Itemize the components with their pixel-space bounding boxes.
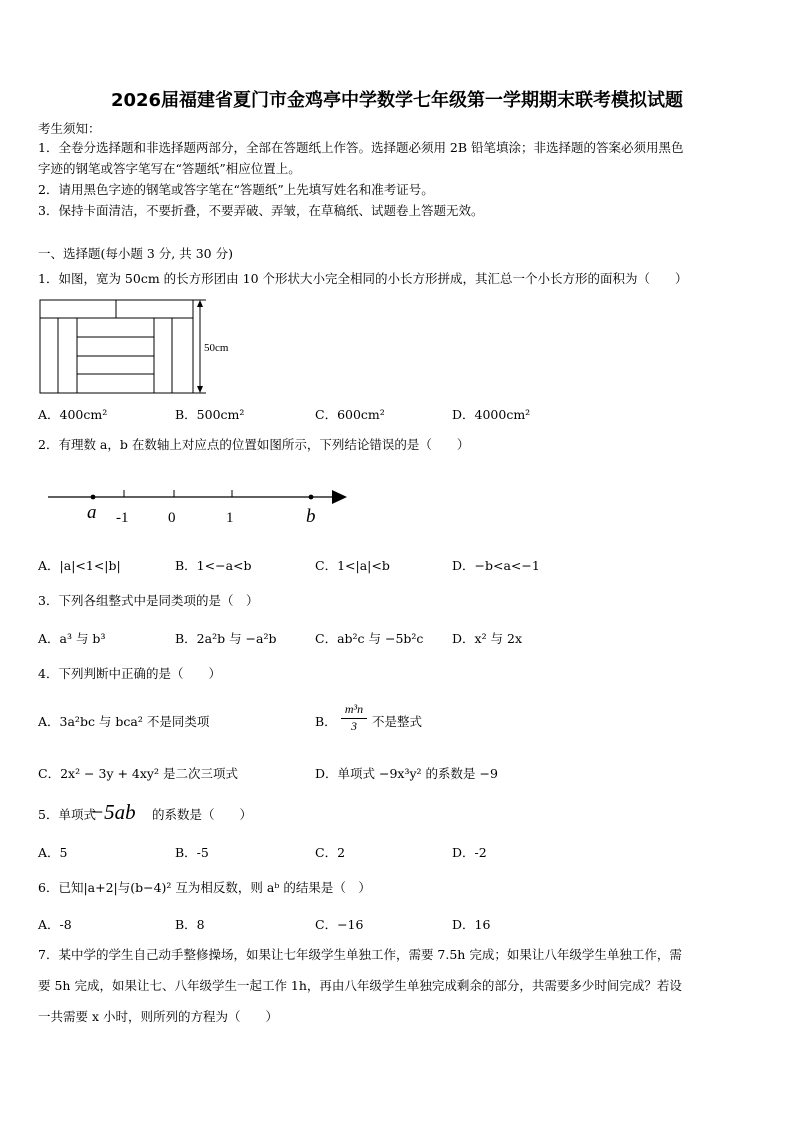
- question-5-option-d: D．-2: [452, 845, 487, 860]
- question-4-option-c: C．2x² − 3y + 4xy² 是二次三项式: [38, 766, 238, 781]
- question-4-option-b-suffix: 不是整式: [372, 714, 423, 729]
- fraction-denominator: 3: [351, 719, 357, 733]
- question-1-figure: [38, 296, 248, 396]
- question-5-option-a: A．5: [38, 845, 68, 860]
- question-4-option-b-fraction: [341, 702, 367, 734]
- question-1-option-d: D．4000cm²: [452, 407, 531, 422]
- label-b: b: [306, 506, 316, 527]
- notice-item-3: 3．保持卡面清洁，不要折叠，不要弄破、弄皱，在草稿纸、试题卷上答题无效。: [38, 203, 484, 218]
- question-2-option-b: B．1<−a<b: [175, 558, 252, 573]
- question-2-stem: 2．有理数 a，b 在数轴上对应点的位置如图所示，下列结论错误的是（ ）: [38, 437, 470, 452]
- question-6-option-b: B．8: [175, 917, 205, 932]
- notice-heading: 考生须知：: [38, 121, 101, 136]
- notice-item-2: 2．请用黑色字迹的钢笔或答字笔在“答题纸”上先填写姓名和准考证号。: [38, 182, 434, 197]
- question-3-stem: 3．下列各组整式中是同类项的是（ ）: [38, 593, 259, 608]
- question-4-option-b-prefix: B．: [315, 714, 337, 729]
- question-7-line-2: 要 5h 完成，如果让七、八年级学生一起工作 1h，再由八年级学生单独完成剩余的部分，共需要多少时间完成？若设: [38, 978, 682, 993]
- question-2-option-a: A．|a|<1<|b|: [38, 558, 121, 573]
- question-2-option-c: C．1<|a|<b: [315, 558, 390, 573]
- fraction-numerator: m³n: [341, 702, 367, 719]
- question-4-option-a: A．3a²bc 与 bca² 不是同类项: [38, 714, 210, 729]
- question-1-option-b: B．500cm²: [175, 407, 245, 422]
- point-b: [309, 495, 314, 500]
- notice-item-1-cont: 字迹的钢笔或答字笔写在“答题纸”相应位置上。: [38, 161, 301, 176]
- question-5-option-c: C．2: [315, 845, 346, 860]
- page-title: 2026届福建省夏门市金鸡亭中学数学七年级第一学期期末联考模拟试题: [110, 90, 684, 111]
- question-5-expression: −5ab: [90, 800, 136, 824]
- question-1-width-label: 50cm: [204, 342, 229, 354]
- question-3-option-a: A．a³ 与 b³: [38, 631, 106, 646]
- question-5-option-b: B．-5: [175, 845, 209, 860]
- question-4-option-d: D．单项式 −9x³y² 的系数是 −9: [315, 766, 498, 781]
- question-4-stem: 4．下列判断中正确的是（ ）: [38, 666, 221, 681]
- question-1-option-a: A．400cm²: [38, 407, 108, 422]
- question-6-stem: 6．已知|a+2|与(b−4)² 互为相反数，则 aᵇ 的结果是（ ）: [38, 880, 371, 895]
- question-5-stem-prefix: 5．单项式: [38, 807, 96, 822]
- question-7-line-1: 7．某中学的学生自己动手整修操场，如果让七年级学生单独工作，需要 7.5h 完成；如果让八年级学生单独工作，需: [38, 947, 682, 962]
- question-6-option-c: C．−16: [315, 917, 364, 932]
- label-a: a: [87, 502, 97, 523]
- question-5-stem-suffix: 的系数是（ ）: [152, 807, 253, 822]
- question-1-option-c: C．600cm²: [315, 407, 385, 422]
- notice-item-1: 1．全卷分选择题和非选择题两部分，全部在答题纸上作答。选择题必须用 2B 铅笔填涂；非选择题的答案必须用黑色: [38, 140, 684, 155]
- label-minus-1: -1: [116, 510, 129, 526]
- question-7-line-3: 一共需要 x 小时，则所列的方程为（ ）: [38, 1009, 278, 1024]
- point-a: [91, 495, 96, 500]
- label-1: 1: [226, 510, 234, 526]
- question-6-option-d: D．16: [452, 917, 491, 932]
- question-1-stem: 1．如图，宽为 50cm 的长方形团由 10 个形状大小完全相同的小长方形拼成，其汇总一个小长方形的面积为（ ）: [38, 271, 688, 286]
- section-heading: 一、选择题(每小题 3 分, 共 30 分): [38, 246, 233, 261]
- question-3-option-b: B．2a²b 与 −a²b: [175, 631, 277, 646]
- question-2-option-d: D．−b<a<−1: [452, 558, 540, 573]
- question-6-option-a: A．-8: [38, 917, 72, 932]
- question-3-option-c: C．ab²c 与 −5b²c: [315, 631, 424, 646]
- question-2-number-line: [40, 484, 360, 532]
- question-3-option-d: D．x² 与 2x: [452, 631, 523, 646]
- label-0: 0: [168, 510, 176, 526]
